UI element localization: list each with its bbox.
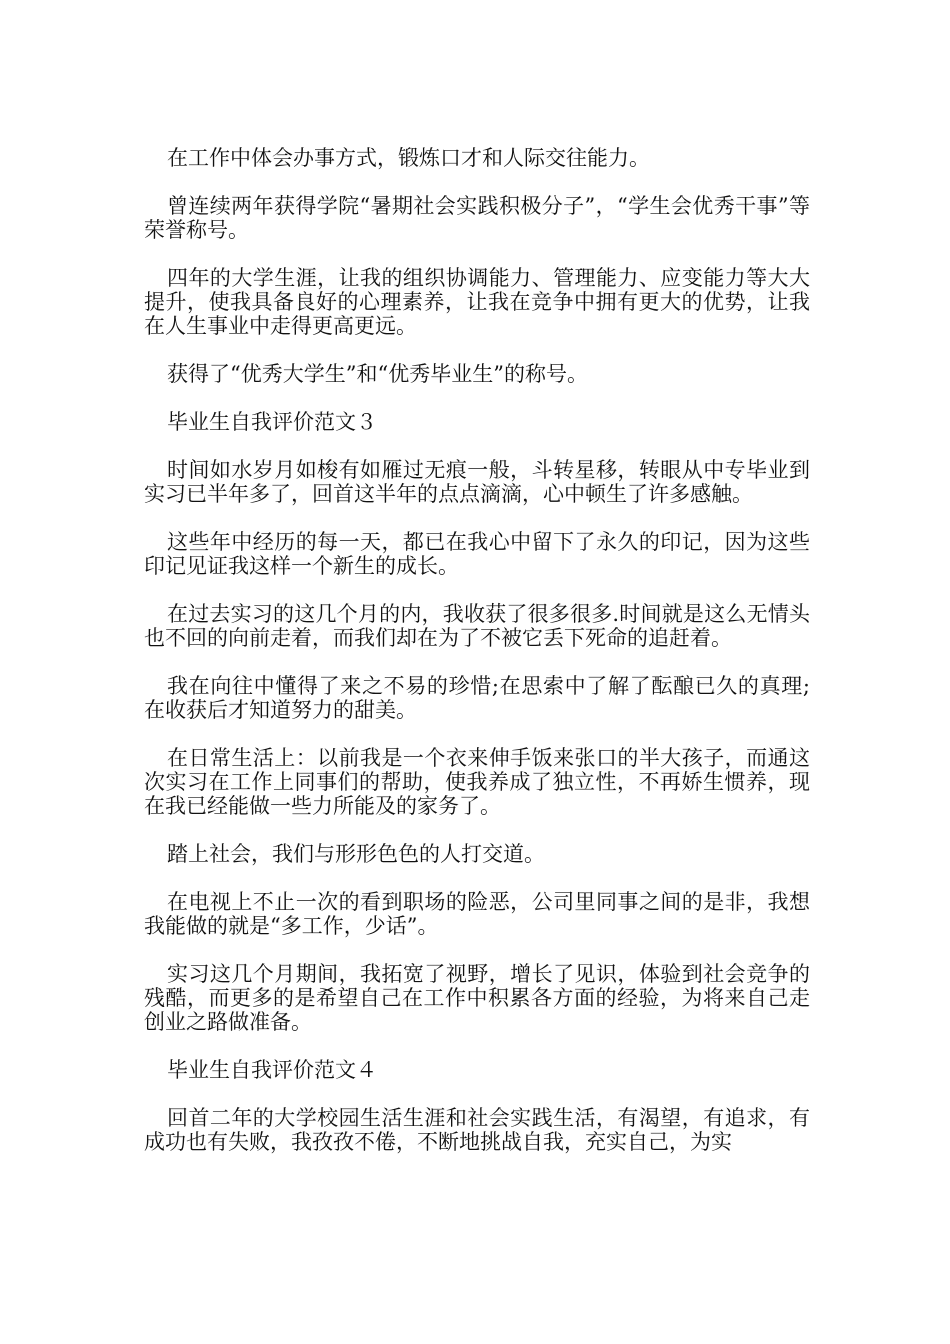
paragraph: 我在向往中懂得了来之不易的珍惜;在思索中了解了酝酿已久的真理;在收获后才知道努力的甜美。 xyxy=(144,674,810,722)
paragraph: 踏上社会，我们与形形色色的人打交道。 xyxy=(167,842,545,866)
paragraph: 实习这几个月期间，我拓宽了视野，增长了见识，体验到社会竞争的残酷，而更多的是希望自己在工作中积累各方面的经验，为将来自己走创业之路做准备。 xyxy=(144,962,810,1034)
paragraph: 曾连续两年获得学院“暑期社会实践积极分子”，“学生会优秀干事”等荣誉称号。 xyxy=(144,194,810,242)
paragraph: 在日常生活上：以前我是一个衣来伸手饭来张口的半大孩子，而通这次实习在工作上同事们的帮助，使我养成了独立性，不再娇生惯养，现在我已经能做一些力所能及的家务了。 xyxy=(144,746,810,818)
paragraph: 获得了“优秀大学生”和“优秀毕业生”的称号。 xyxy=(167,362,588,386)
paragraph: 在过去实习的这几个月的内，我收获了很多很多.时间就是这么无情头也不回的向前走着，而我们却在为了不被它丢下死命的追赶着。 xyxy=(144,602,810,650)
paragraph: 时间如水岁月如梭有如雁过无痕一般，斗转星移，转眼从中专毕业到实习已半年多了，回首这半年的点点滴滴，心中顿生了许多感触。 xyxy=(144,458,810,506)
section-heading: 毕业生自我评价范文３ xyxy=(167,410,377,434)
document-body xyxy=(144,146,810,1178)
paragraph: 在工作中体会办事方式，锻炼口才和人际交往能力。 xyxy=(167,146,650,170)
paragraph: 在电视上不止一次的看到职场的险恶，公司里同事之间的是非，我想我能做的就是“多工作，少话”。 xyxy=(144,890,810,938)
paragraph: 四年的大学生涯，让我的组织协调能力、管理能力、应变能力等大大提升，使我具备良好的心理素养，让我在竞争中拥有更大的优势，让我在人生事业中走得更高更远。 xyxy=(144,266,810,338)
paragraph: 这些年中经历的每一天，都已在我心中留下了永久的印记，因为这些印记见证我这样一个新生的成长。 xyxy=(144,530,810,578)
section-heading: 毕业生自我评价范文４ xyxy=(167,1058,377,1082)
paragraph: 回首二年的大学校园生活生涯和社会实践生活，有渴望，有追求，有成功也有失败，我孜孜不倦，不断地挑战自我，充实自己，为实 xyxy=(144,1106,810,1154)
